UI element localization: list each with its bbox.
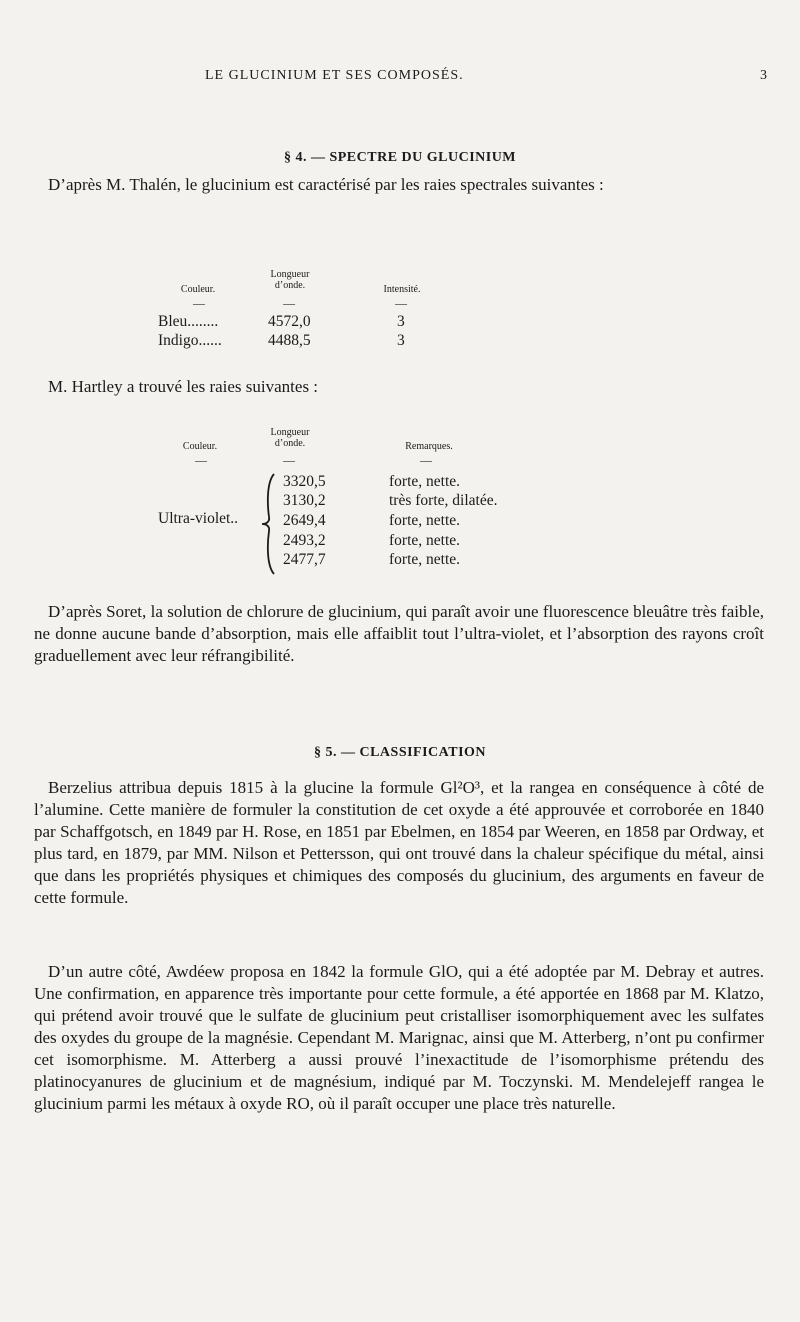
soret-text: D’après Soret, la solution de chlorure de glucinium, qui paraît avoir une fluorescence bleuâtre très faible, ne donne aucune bande d’absorption, mais elle affaiblit tout l’ultra-violet, et l’absorption des rayons croît graduellement avec leur réfrangibilité. xyxy=(34,602,764,665)
section-5-paragraph-1 xyxy=(34,777,764,909)
curly-brace-icon xyxy=(258,472,278,576)
table2-header-couleur: Couleur. xyxy=(182,441,218,452)
table2-header-longueur: Longueur d’onde. xyxy=(270,427,310,449)
table2-remarque: forte, nette. xyxy=(389,512,461,529)
table2-remarque: forte, nette. xyxy=(389,473,461,490)
section-4-title: § 4. — SPECTRE DU GLUCINIUM xyxy=(283,150,517,165)
soret-paragraph xyxy=(34,601,764,667)
table1-header-couleur: Couleur. xyxy=(180,284,216,295)
hartley-intro-text: M. Hartley a trouvé les raies suivantes : xyxy=(48,377,319,396)
table1-header-longueur: Longueur d’onde. xyxy=(270,269,310,291)
table1-dash: — xyxy=(395,296,407,310)
section-5-paragraph-2-text: D’un autre côté, Awdéew proposa en 1842 la formule GlO, qui a été adoptée par M. Debray et autres. Une confirmation, en apparence très importante pour cette formule, a été apportée en 1868 par M. Klatzo, qui prétend avoir trouvé que le sulfate de glucinium peut cristalliser isomorphiquement avec les sulfates des oxydes du groupe de la magnésie. Cependant M. Marignac, ainsi que M. Atterberg, n’ont pu confirmer cet isomorphisme. M. Atterberg a aussi prouvé l’inexactitude de l’isomorphisme prétendu des platinocyanures de glucinium et de magnésium, indiqué par M. Toczynski. M. Mendelejeff rangea le glucinium parmi les métaux à oxyde RO, où il paraît occuper une place très naturelle. xyxy=(34,962,764,1113)
section-4-intro xyxy=(34,174,764,196)
table2-group-label: Ultra-violet.. xyxy=(158,510,239,527)
table2-longueur: 2493,2 xyxy=(283,532,326,549)
page-number: 3 xyxy=(760,68,768,83)
running-head-title: LE GLUCINIUM ET SES COMPOSÉS. xyxy=(205,68,464,83)
table1-longueur: 4488,5 xyxy=(268,332,311,349)
table1-header-intensite: Intensité. xyxy=(383,284,421,295)
table2-dash: — xyxy=(195,453,207,467)
hartley-intro xyxy=(34,376,764,398)
table1-longueur: 4572,0 xyxy=(268,313,311,330)
table1-couleur: Indigo...... xyxy=(158,332,222,349)
table2-remarque: très forte, dilatée. xyxy=(389,492,498,509)
table2-longueur: 2649,4 xyxy=(283,512,326,529)
table2-dash: — xyxy=(283,453,295,467)
table2-header-remarques: Remarques. xyxy=(405,441,453,452)
table1-dash: — xyxy=(193,296,205,310)
section-5-paragraph-1-text: Berzelius attribua depuis 1815 à la glucine la formule Gl²O³, et la rangea en conséquence à côté de l’alumine. Cette manière de formuler la constitution de cet oxyde a été approuvée et corroborée en 1840 par Schaffgotsch, en 1849 par H. Rose, en 1851 par Ebelmen, en 1854 par Weeren, en 1858 par Ordway, et plus tard, en 1879, par MM. Nilson et Pettersson, qui ont trouvé dans la chaleur spécifique du métal, ainsi que dans les propriétés physiques et chimiques des composés du glucinium, des arguments en faveur de cette formule. xyxy=(34,778,764,907)
table1-dash: — xyxy=(283,296,295,310)
section-5-paragraph-2 xyxy=(34,961,764,1115)
table2-longueur: 3130,2 xyxy=(283,492,326,509)
table2-remarque: forte, nette. xyxy=(389,532,461,549)
table2-longueur: 2477,7 xyxy=(283,551,326,568)
section-5-title: § 5. — CLASSIFICATION xyxy=(313,745,487,760)
table1-intensite: 3 xyxy=(397,332,405,349)
table2-dash: — xyxy=(420,453,432,467)
running-head xyxy=(0,68,800,92)
table2-remarque: forte, nette. xyxy=(389,551,461,568)
section-4-intro-text: D’après M. Thalén, le glucinium est caractérisé par les raies spectrales suivantes : xyxy=(48,175,604,194)
table1-couleur: Bleu........ xyxy=(158,313,219,330)
table1-intensite: 3 xyxy=(397,313,405,330)
table2-longueur: 3320,5 xyxy=(283,473,326,490)
